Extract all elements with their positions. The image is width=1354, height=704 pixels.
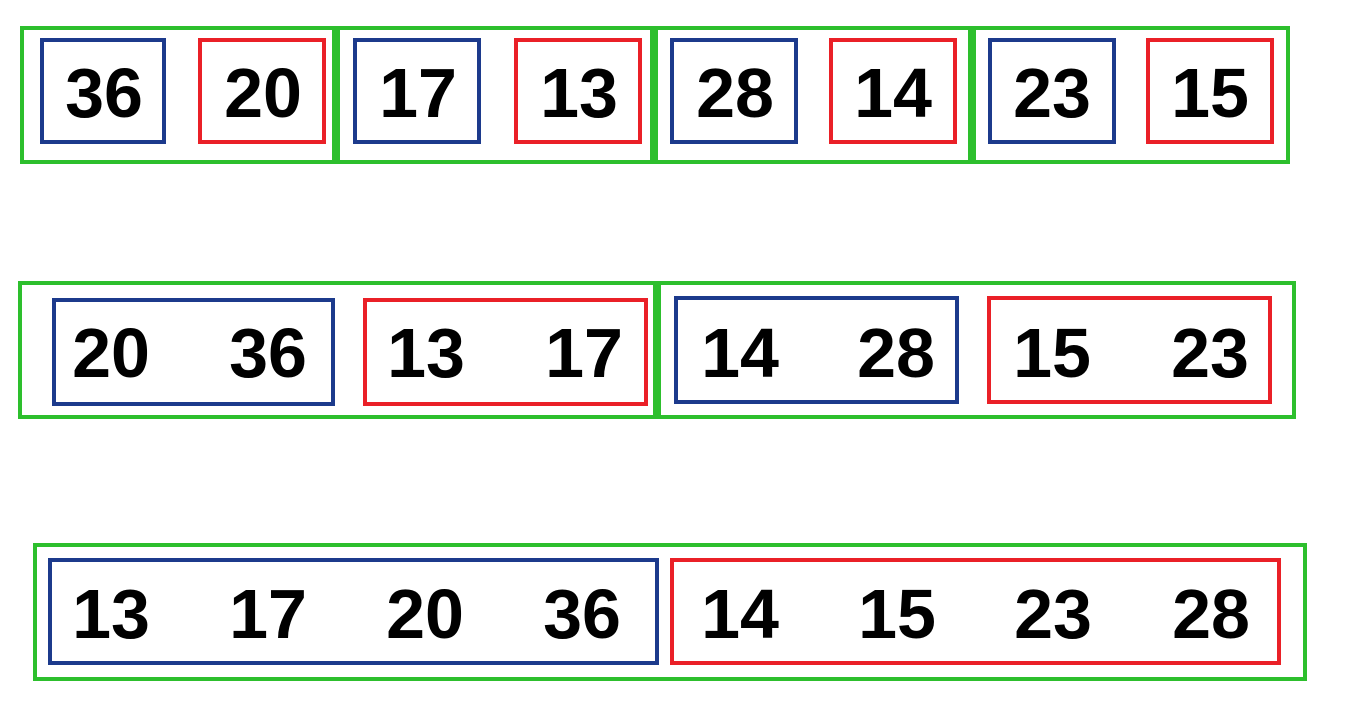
number: 14 [701,575,779,653]
number: 13 [540,54,618,132]
number: 13 [72,575,150,653]
number: 36 [543,575,621,653]
number: 28 [696,54,774,132]
number: 28 [1172,575,1250,653]
number: 15 [1171,54,1249,132]
number: 17 [545,314,623,392]
number: 15 [1013,314,1091,392]
number: 23 [1014,575,1092,653]
number: 13 [387,314,465,392]
number: 17 [229,575,307,653]
number: 36 [229,314,307,392]
number: 20 [386,575,464,653]
number: 20 [72,314,150,392]
number: 14 [854,54,932,132]
number: 15 [858,575,936,653]
number: 20 [224,54,302,132]
number: 23 [1171,314,1249,392]
number: 36 [65,54,143,132]
number: 14 [701,314,779,392]
number: 23 [1013,54,1091,132]
number: 28 [857,314,935,392]
number: 17 [379,54,457,132]
